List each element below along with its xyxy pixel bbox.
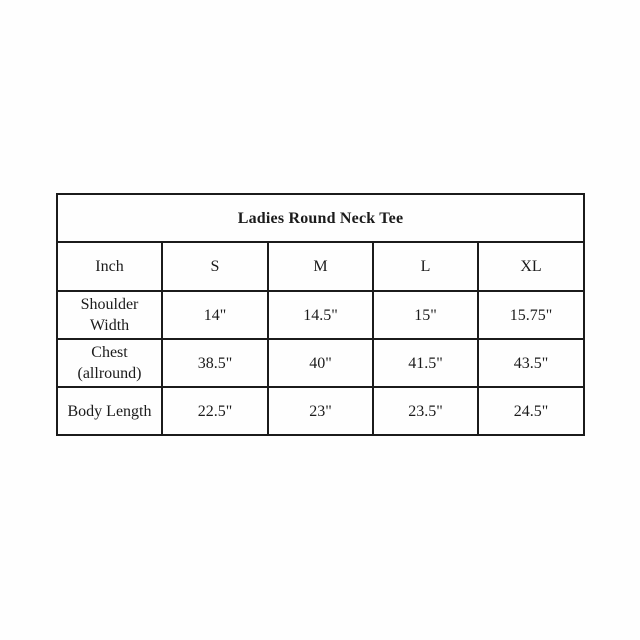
table-row-chest: [57, 339, 584, 387]
cell-chest-m: 40": [268, 339, 373, 387]
size-header-m: M: [268, 242, 373, 291]
cell-chest-l: 41.5": [373, 339, 478, 387]
size-chart-table: [56, 193, 585, 436]
cell-chest-xl: 43.5": [478, 339, 584, 387]
row-label-shoulder-width: Shoulder Width: [57, 291, 162, 339]
unit-header-cell: Inch: [57, 242, 162, 291]
size-chart-container: [56, 193, 585, 436]
table-row-shoulder-width: [57, 291, 584, 339]
header-row: [57, 242, 584, 291]
size-chart-title: Ladies Round Neck Tee: [57, 194, 584, 242]
cell-body-length-l: 23.5": [373, 387, 478, 435]
cell-shoulder-width-xl: 15.75": [478, 291, 584, 339]
cell-shoulder-width-m: 14.5": [268, 291, 373, 339]
cell-body-length-s: 22.5": [162, 387, 268, 435]
cell-shoulder-width-s: 14": [162, 291, 268, 339]
size-header-s: S: [162, 242, 268, 291]
cell-shoulder-width-l: 15": [373, 291, 478, 339]
cell-body-length-xl: 24.5": [478, 387, 584, 435]
cell-chest-s: 38.5": [162, 339, 268, 387]
row-label-body-length: Body Length: [57, 387, 162, 435]
row-label-chest: Chest (allround): [57, 339, 162, 387]
title-row: [57, 194, 584, 242]
table-row-body-length: [57, 387, 584, 435]
cell-body-length-m: 23": [268, 387, 373, 435]
size-header-xl: XL: [478, 242, 584, 291]
size-header-l: L: [373, 242, 478, 291]
